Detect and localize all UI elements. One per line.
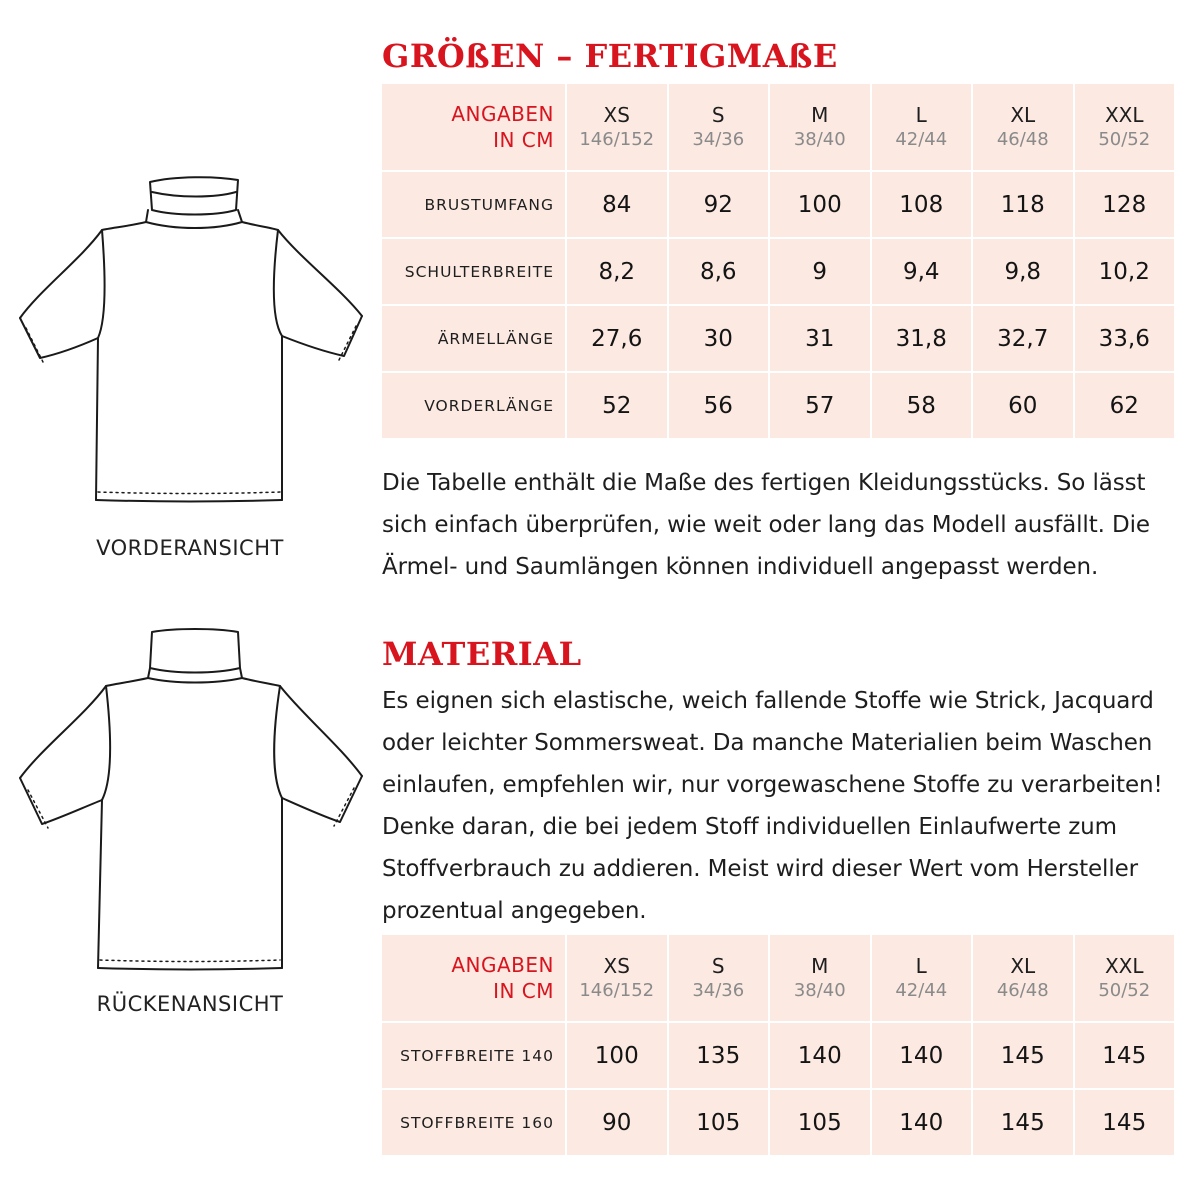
size-column-header	[567, 935, 667, 1021]
table-cell: 32,7	[973, 306, 1073, 371]
table-cell: 33,6	[1075, 306, 1175, 371]
size-name: S	[711, 954, 725, 978]
front-view-caption: VORDERANSICHT	[96, 536, 284, 560]
size-column-header	[973, 935, 1073, 1021]
material-heading: MATERIAL	[382, 635, 582, 673]
size-numbers: 38/40	[793, 129, 846, 150]
table-cell: 100	[770, 172, 870, 237]
size-numbers: 146/152	[579, 129, 655, 150]
size-name: XS	[603, 103, 630, 127]
size-numbers: 46/48	[996, 980, 1049, 1001]
table-cell: 30	[669, 306, 769, 371]
row-label: BRUSTUMFANG	[382, 172, 565, 237]
size-column-header	[872, 84, 972, 170]
size-column-header	[1075, 935, 1175, 1021]
size-numbers: 38/40	[793, 980, 846, 1001]
table-cell: 56	[669, 373, 769, 438]
table-header-row	[382, 84, 1174, 170]
table-cell: 105	[770, 1090, 870, 1155]
table-cell: 140	[872, 1023, 972, 1088]
sizes-heading: GRÖßEN – FERTIGMAßE	[382, 37, 838, 75]
table-cell: 8,6	[669, 239, 769, 304]
table-cell: 145	[973, 1023, 1073, 1088]
table-cell: 10,2	[1075, 239, 1175, 304]
size-numbers: 34/36	[692, 129, 745, 150]
size-column-header	[973, 84, 1073, 170]
units-label	[382, 84, 565, 170]
finished-measurements-table	[380, 82, 1176, 440]
table-cell: 27,6	[567, 306, 667, 371]
sizes-description: Die Tabelle enthält die Maße des fertigen Kleidungsstücks. So lässt sich einfach überprüfen, wie weit oder lang das Modell ausfällt. Die Ärmel- und Saumlängen können individuell angepasst werden.	[382, 470, 1150, 580]
row-label: STOFFBREITE 140	[382, 1023, 565, 1088]
size-numbers: 50/52	[1098, 980, 1151, 1001]
table-cell: 9,8	[973, 239, 1073, 304]
size-column-header	[567, 84, 667, 170]
back-view-caption: RÜCKENANSICHT	[96, 992, 284, 1016]
table-cell: 92	[669, 172, 769, 237]
units-label-line-1: ANGABEN	[451, 953, 554, 977]
table-cell: 145	[973, 1090, 1073, 1155]
units-label-line-1: ANGABEN	[451, 102, 554, 126]
size-numbers: 34/36	[692, 980, 745, 1001]
table-cell: 58	[872, 373, 972, 438]
size-column-header	[770, 84, 870, 170]
table-cell: 128	[1075, 172, 1175, 237]
table-cell: 140	[872, 1090, 972, 1155]
table-cell: 145	[1075, 1023, 1175, 1088]
table-cell: 90	[567, 1090, 667, 1155]
size-column-header	[770, 935, 870, 1021]
size-name: XS	[603, 954, 630, 978]
table-cell: 57	[770, 373, 870, 438]
table-cell: 135	[669, 1023, 769, 1088]
row-label: SCHULTERBREITE	[382, 239, 565, 304]
size-numbers: 42/44	[895, 129, 948, 150]
size-name: S	[711, 103, 725, 127]
table-cell: 31,8	[872, 306, 972, 371]
size-column-header	[872, 935, 972, 1021]
size-name: XL	[1010, 103, 1036, 127]
size-name: XXL	[1104, 103, 1144, 127]
table-cell: 100	[567, 1023, 667, 1088]
table-row	[382, 373, 1174, 438]
fabric-consumption-table	[380, 933, 1176, 1157]
size-name: XXL	[1104, 954, 1144, 978]
size-numbers: 42/44	[895, 980, 948, 1001]
table-cell: 9	[770, 239, 870, 304]
table-cell: 8,2	[567, 239, 667, 304]
material-description: Es eignen sich elastische, weich fallende Stoffe wie Strick, Jacquard oder leichter Sommersweat. Da manche Materialien beim Waschen einlaufen, empfehlen wir, nur vorgewaschene Stoffe zu verarbeiten! Denke daran, die bei jedem Stoff individuellen Einlaufwerte zum Stoffverbrauch zu addieren. Meist wird dieser Wert vom Hersteller prozentual angegeben.	[382, 688, 1163, 924]
units-label	[382, 935, 565, 1021]
back-view-shirt-drawing	[10, 628, 370, 978]
table-row	[382, 1090, 1174, 1155]
size-name: M	[811, 103, 829, 127]
units-label-line-2: IN CM	[493, 128, 554, 152]
size-numbers: 46/48	[996, 129, 1049, 150]
table-cell: 84	[567, 172, 667, 237]
table-cell: 108	[872, 172, 972, 237]
table-header-row	[382, 935, 1174, 1021]
front-view-shirt-drawing	[10, 170, 370, 510]
table-cell: 52	[567, 373, 667, 438]
size-column-header	[1075, 84, 1175, 170]
table-row	[382, 172, 1174, 237]
table-cell: 140	[770, 1023, 870, 1088]
row-label: ÄRMELLÄNGE	[382, 306, 565, 371]
size-name: L	[915, 954, 927, 978]
table-row	[382, 1023, 1174, 1088]
size-numbers: 50/52	[1098, 129, 1151, 150]
units-label-line-2: IN CM	[493, 979, 554, 1003]
table-row	[382, 239, 1174, 304]
table-row	[382, 306, 1174, 371]
size-numbers: 146/152	[579, 980, 655, 1001]
size-name: XL	[1010, 954, 1036, 978]
size-name: M	[811, 954, 829, 978]
row-label: VORDERLÄNGE	[382, 373, 565, 438]
table-cell: 9,4	[872, 239, 972, 304]
size-name: L	[915, 103, 927, 127]
table-cell: 60	[973, 373, 1073, 438]
table-cell: 105	[669, 1090, 769, 1155]
table-cell: 118	[973, 172, 1073, 237]
table-cell: 62	[1075, 373, 1175, 438]
table-cell: 145	[1075, 1090, 1175, 1155]
table-cell: 31	[770, 306, 870, 371]
size-column-header	[669, 935, 769, 1021]
row-label: STOFFBREITE 160	[382, 1090, 565, 1155]
size-column-header	[669, 84, 769, 170]
